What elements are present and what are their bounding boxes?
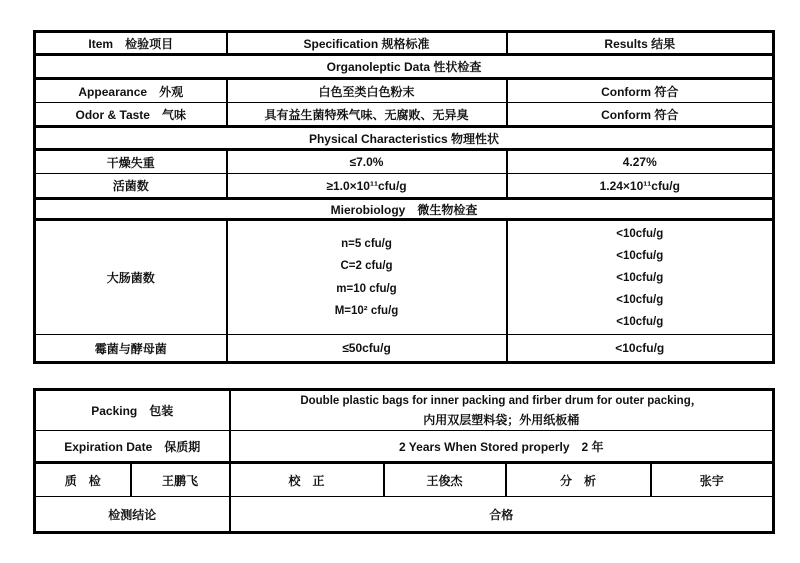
conclusion-value: 合格 [230,497,774,533]
packing-signoff-table [33,388,775,534]
coliform-spec-line: m=10 cfu/g [336,282,397,295]
packing-value [230,390,774,431]
row-viable-count [35,174,774,199]
row-loss-on-drying [35,150,774,174]
result-loss-on-drying: 4.27% [507,150,774,174]
section-row-microbiology [35,199,774,220]
section-row-physical [35,127,774,150]
coliform-spec-line: n=5 cfu/g [341,237,392,250]
spec-loss-on-drying: ≤7.0% [227,150,507,174]
result-appearance: Conform 符合 [507,79,774,103]
coliform-spec-line: M=10² cfu/g [334,305,399,317]
section-title-organoleptic: Organoleptic Data 性状检查 [35,55,774,79]
coliform-result-line: <10cfu/g [616,315,664,328]
item-coliform: 大肠菌数 [35,220,227,335]
row-conclusion [35,497,774,533]
coliform-result-line: <10cfu/g [616,249,664,262]
coliform-result-line: <10cfu/g [616,271,664,284]
coliform-spec-lines [232,233,502,323]
analysis-name: 张宇 [651,463,774,497]
result-viable-count: 1.24×10¹¹cfu/g [507,174,774,199]
spec-odor-taste: 具有益生菌特殊气味、无腐败、无异臭 [227,103,507,127]
spec-viable-count: ≥1.0×10¹¹cfu/g [227,174,507,199]
inspection-table [33,30,775,364]
coliform-spec-line: C=2 cfu/g [340,260,393,272]
row-yeast-mold [35,335,774,363]
table-header-row [35,32,774,55]
conclusion-label: 检测结论 [35,497,230,533]
analysis-label: 分 析 [506,463,651,497]
expiration-value: 2 Years When Stored properly 2 年 [230,431,774,463]
row-signoff [35,463,774,497]
row-odor-taste [35,103,774,127]
item-viable-count: 活菌数 [35,174,227,199]
header-cell-results: Results 结果 [507,32,774,55]
packing-label: Packing 包装 [35,390,230,431]
header-cell-specification: Specification 规格标准 [227,32,507,55]
result-coliform [507,220,774,335]
coliform-result-lines [512,223,769,333]
expiration-label: Expiration Date 保质期 [35,431,230,463]
spec-appearance: 白色至类白色粉末 [227,79,507,103]
coliform-result-line: <10cfu/g [616,227,664,240]
item-appearance: Appearance 外观 [35,79,227,103]
section-row-organoleptic [35,55,774,79]
row-expiration [35,431,774,463]
packing-line-english: Double plastic bags for inner packing and firber drum for outer packing， [300,394,703,407]
item-loss-on-drying: 干燥失重 [35,150,227,174]
coliform-result-line: <10cfu/g [616,293,664,306]
item-odor-taste: Odor & Taste 气味 [35,103,227,127]
result-odor-taste: Conform 符合 [507,103,774,127]
calibration-name: 王俊杰 [384,463,506,497]
spec-yeast-mold: ≤50cfu/g [227,335,507,363]
result-yeast-mold: <10cfu/g [507,335,774,363]
header-cell-item: Item 检验项目 [35,32,227,55]
section-title-physical: Physical Characteristics 物理性状 [35,127,774,150]
calibration-label: 校 正 [230,463,384,497]
row-coliform [35,220,774,335]
row-packing [35,390,774,431]
section-title-microbiology: Mierobiology 微生物检查 [35,199,774,220]
spec-coliform [227,220,507,335]
row-appearance [35,79,774,103]
item-yeast-mold: 霉菌与酵母菌 [35,335,227,363]
qc-label: 质 检 [35,463,131,497]
qc-name: 王鹏飞 [131,463,230,497]
packing-line-chinese: 内用双层塑料袋；外用纸板桶 [423,412,580,427]
